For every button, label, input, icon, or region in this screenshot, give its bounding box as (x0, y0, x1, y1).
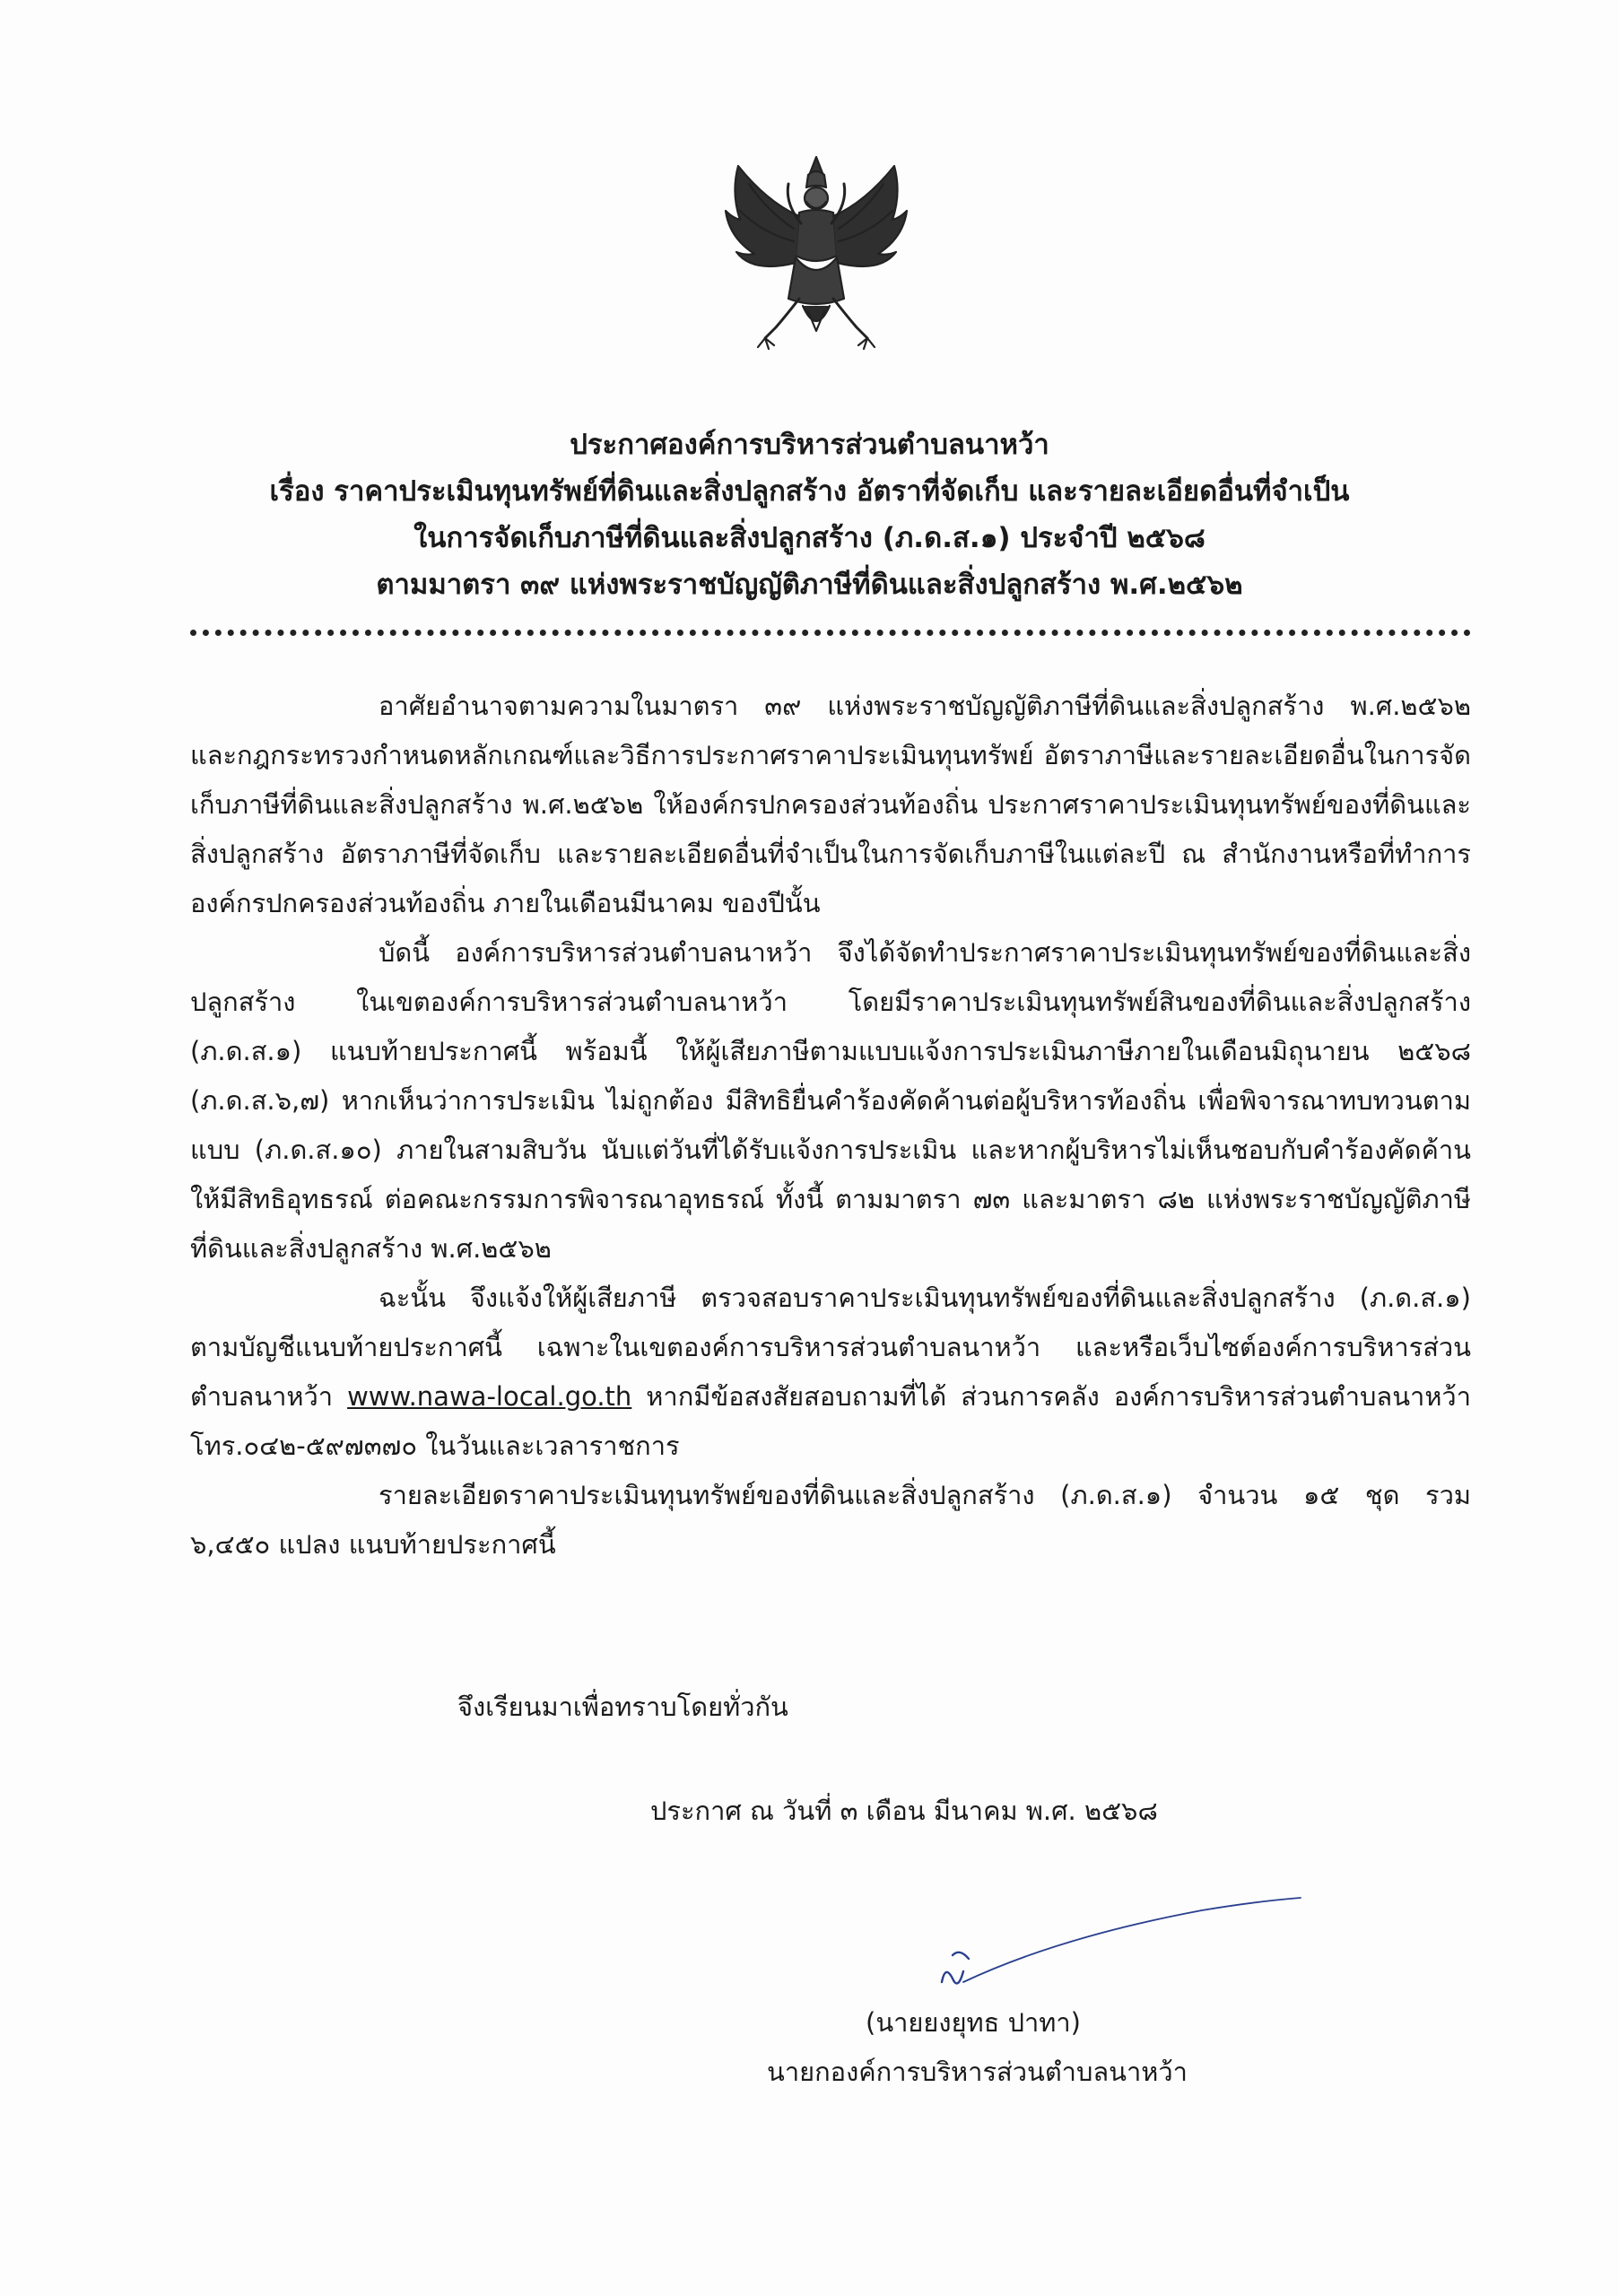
dotted-divider (190, 630, 1471, 636)
paragraph-inspection-text-a: ฉะนั้น จึงแจ้งให้ผู้เสียภาษี ตรวจสอบราคาประเมินทุนทรัพย์ของที่ดินและสิ่งปลูกสร้าง (ภ.ด.ส.๑) ตามบัญชีแนบท้ายประกาศนี้ เฉพาะในเขตองค์การบริหารส่วนตำบลนาหว้า และหรือเว็บไซต์องค์การบริหารส่วนตำบลนาหว้า (190, 1283, 1471, 1412)
paragraph-notice: บัดนี้ องค์การบริหารส่วนตำบลนาหว้า จึงได้จัดทำประกาศราคาประเมินทุนทรัพย์ของที่ดินและสิ่งปลูกสร้าง ในเขตองค์การบริหารส่วนตำบลนาหว้า โดยมีราคาประเมินทุนทรัพย์สินของที่ดินและสิ่งปลูกสร้าง (ภ.ด.ส.๑) แนบท้ายประกาศนี้ พร้อมนี้ ให้ผู้เสียภาษีตามแบบแจ้งการประเมินภาษีภายในเดือนมิถุนายน ๒๕๖๘ (ภ.ด.ส.๖,๗) หากเห็นว่าการประเมิน ไม่ถูกต้อง มีสิทธิยื่นคำร้องคัดค้านต่อผู้บริหารท้องถิ่น เพื่อพิจารณาทบทวนตามแบบ (ภ.ด.ส.๑๐) ภายในสามสิบวัน นับแต่วันที่ได้รับแจ้งการประเมิน และหากผู้บริหารไม่เห็นชอบกับคำร้องคัดค้านให้มีสิทธิอุทธรณ์ ต่อคณะกรรมการพิจารณาอุทธรณ์ ทั้งนี้ ตามมาตรา ๗๓ และมาตรา ๘๒ แห่งพระราชบัญญัติภาษีที่ดินและสิ่งปลูกสร้าง พ.ศ.๒๕๖๒ (190, 937, 1471, 1264)
header-subject: เรื่อง ราคาประเมินทุนทรัพย์ที่ดินและสิ่งปลูกสร้าง อัตราที่จัดเก็บ และรายละเอียดอื่นที่จำเป็น (269, 475, 1350, 508)
handwritten-signature (933, 1892, 1310, 2000)
paragraph-attachment: รายละเอียดราคาประเมินทุนทรัพย์ของที่ดินและสิ่งปลูกสร้าง (ภ.ด.ส.๑) จำนวน ๑๕ ชุด รวม ๖,๔๕๐ แปลง แนบท้ายประกาศนี้ (190, 1480, 1471, 1560)
announcement-header (179, 422, 1440, 608)
garuda-emblem-icon (713, 148, 919, 354)
header-legal-basis: ตามมาตรา ๓๙ แห่งพระราชบัญญัติภาษีที่ดินและสิ่งปลูกสร้าง พ.ศ.๒๕๖๒ (376, 569, 1243, 601)
announcement-body (190, 682, 1471, 1570)
announcement-date: ประกาศ ณ วันที่ ๓ เดือน มีนาคม พ.ศ. ๒๕๖๘ (650, 1796, 1158, 1826)
paragraph-inspection (190, 1274, 1471, 1471)
paragraph-authority: อาศัยอำนาจตามความในมาตรา ๓๙ แห่งพระราชบัญญัติภาษีที่ดินและสิ่งปลูกสร้าง พ.ศ.๒๕๖๒ และกฎกระทรวงกำหนดหลักเกณฑ์และวิธีการประกาศราคาประเมินทุนทรัพย์ อัตราภาษีและรายละเอียดอื่นในการจัดเก็บภาษีที่ดินและสิ่งปลูกสร้าง พ.ศ.๒๕๖๒ ให้องค์กรปกครองส่วนท้องถิ่น ประกาศราคาประเมินทุนทรัพย์ของที่ดินและสิ่งปลูกสร้าง อัตราภาษีที่จัดเก็บ และรายละเอียดอื่นที่จำเป็นในการจัดเก็บภาษีในแต่ละปี ณ สำนักงานหรือที่ทำการองค์กรปกครองส่วนท้องถิ่น ภายในเดือนมีนาคม ของปีนั้น (190, 691, 1471, 918)
header-issuer: ประกาศองค์การบริหารส่วนตำบลนาหว้า (570, 429, 1049, 461)
signer-title: นายกองค์การบริหารส่วนตำบลนาหว้า (767, 2057, 1188, 2087)
closing-statement: จึงเรียนมาเพื่อทราบโดยทั่วกัน (457, 1692, 788, 1722)
header-subject-cont: ในการจัดเก็บภาษีที่ดินและสิ่งปลูกสร้าง (ภ.ด.ส.๑) ประจำปี ๒๕๖๘ (413, 522, 1206, 554)
paragraph-inspection-text-b: หากมีข้อสงสัยสอบถามที่ได้ ส่วนการคลัง องค์การบริหารส่วนตำบลนาหว้า โทร.๐๔๒-๕๙๗๓๗๐ ในวันและเวลาราชการ (190, 1381, 1471, 1461)
website-link[interactable]: www.nawa-local.go.th (347, 1381, 632, 1412)
signer-name: (นายยงยุทธ ปาทา) (866, 2007, 1082, 2038)
